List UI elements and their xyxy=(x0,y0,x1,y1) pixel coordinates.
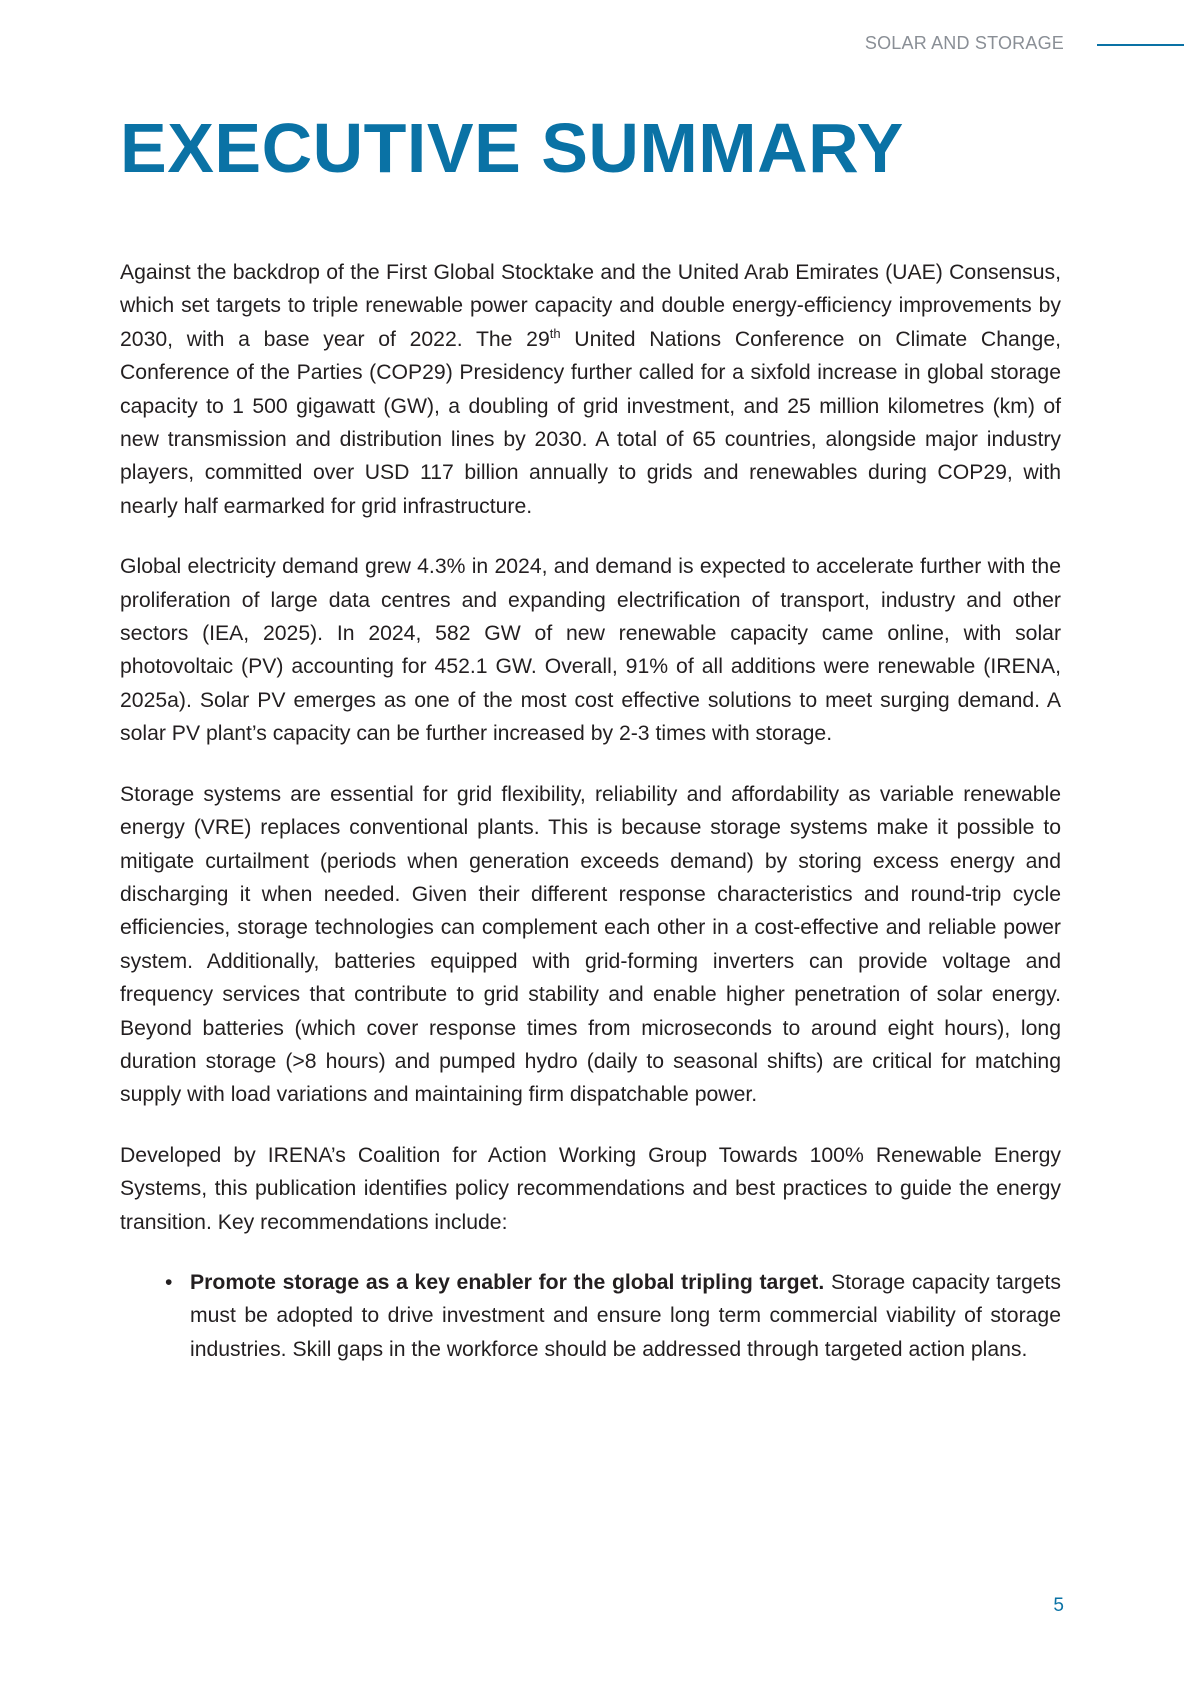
running-header: SOLAR AND STORAGE xyxy=(864,33,1064,53)
paragraph-storage-role: Storage systems are essential for grid flexibility, reliability and affordability as variable renewable energy (VRE) replaces conventional plants. This is because storage systems make it possible to mitigate curtailment (periods when generation exceeds demand) by storing excess energy and discharging it when needed. Given their different response characteristics and round-trip cycle efficiencies, storage technologies can complement each other in a cost-effective and reliable power system. Additionally, batteries equipped with grid-forming inverters can provide voltage and frequency services that contribute to grid stability and enable higher penetration of solar energy. Beyond batteries (which cover response times from microseconds to around eight hours), long duration storage (>8 hours) and pumped hydro (daily to seasonal shifts) are critical for matching supply with load variations and maintaining firm dispatchable power. xyxy=(120,782,1061,1107)
recommendation-item xyxy=(165,1266,1062,1366)
page-title: EXECUTIVE SUMMARY xyxy=(120,109,904,187)
paragraph-context-part-2: United Nations Conference on Climate Change, Conference of the Parties (COP29) Presidency further called for a sixfold increase in global storage capacity to 1 500 gigawatt (GW), a doubling of grid investment, and 25 million kilometres (km) of new transmission and distribution lines by 2030. A total of 65 countries, alongside major industry players, committed over USD 117 billion annually to grids and renewables during COP29, with nearly half earmarked for grid infrastructure. xyxy=(120,327,1061,518)
recommendations-list xyxy=(120,1266,1061,1366)
paragraph-demand: Global electricity demand grew 4.3% in 2024, and demand is expected to accelerate further with the proliferation of large data centres and expanding electrification of transport, industry and other sectors (IEA, 2025). In 2024, 582 GW of new renewable capacity came online, with solar photovoltaic (PV) accounting for 452.1 GW. Overall, 91% of all additions were renewable (IRENA, 2025a). Solar PV emerges as one of the most cost effective solutions to meet surging demand. A solar PV plant’s capacity can be further increased by 2-3 times with storage. xyxy=(120,555,1061,746)
page-number: 5 xyxy=(1053,1595,1064,1616)
header-rule xyxy=(1097,44,1184,46)
recommendation-heading: Promote storage as a key enabler for the global tripling target. xyxy=(190,1270,825,1294)
bullet-marker: • xyxy=(165,1270,173,1294)
recommendation-text: Storage capacity targets must be adopted to drive investment and ensure long term commercial viability of storage industries. Skill gaps in the workforce should be addressed through targeted action plans. xyxy=(190,1270,1062,1361)
paragraph-publication: Developed by IRENA’s Coalition for Action Working Group Towards 100% Renewable Energy Systems, this publication identifies policy recommendations and best practices to guide the energy transition. Key recommendations include: xyxy=(120,1143,1061,1234)
body-text xyxy=(120,256,1061,1366)
paragraph-context-part-1: Against the backdrop of the First Global Stocktake and the United Arab Emirates (UAE) Consensus, which set targets to triple renewable power capacity and double energy-efficiency improvements by 2030, with a base year of 2022. The 29 xyxy=(120,261,1061,351)
paragraph-context xyxy=(120,256,1061,523)
ordinal-superscript: th xyxy=(549,325,561,341)
